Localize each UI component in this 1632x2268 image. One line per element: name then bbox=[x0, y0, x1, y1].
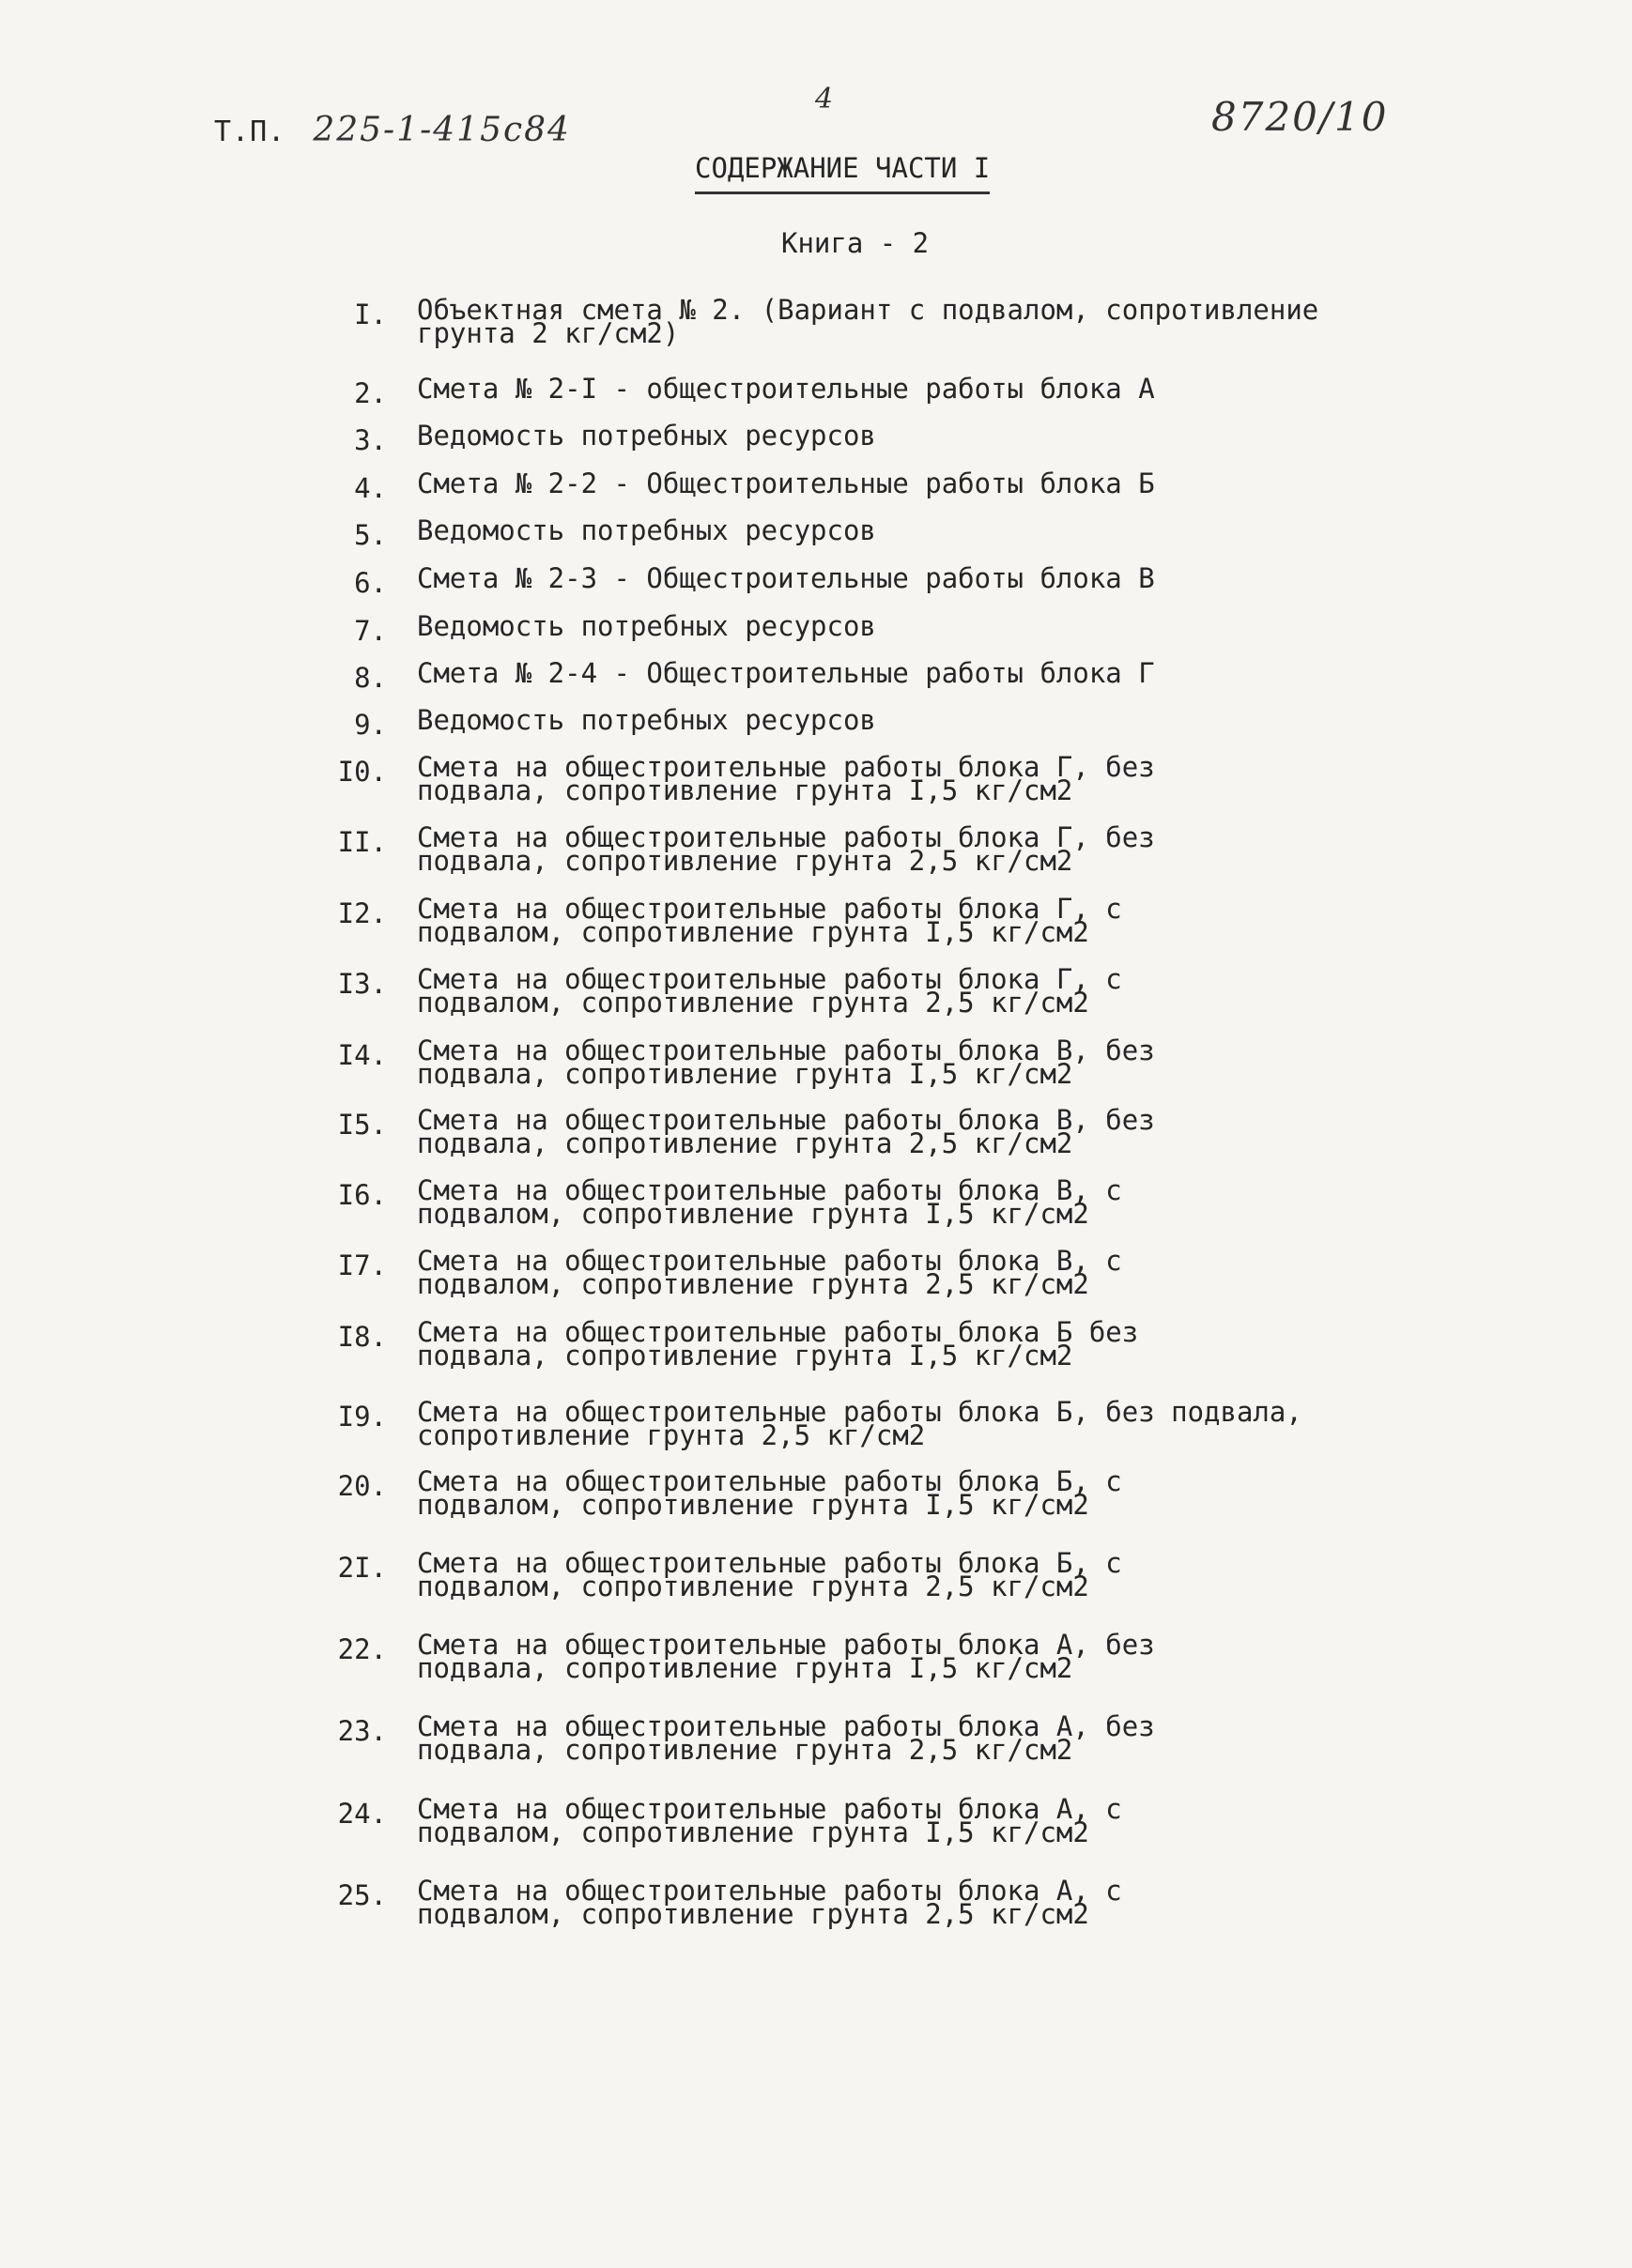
toc-item-text: Смета № 2-I - общестроительные работы блока А bbox=[417, 373, 1155, 405]
toc-item-number: I4. bbox=[337, 1039, 387, 1071]
toc-item-text: Смета на общестроительные работы блока А, с подвалом, сопротивление грунта I,5 кг/см2 bbox=[417, 1793, 1122, 1848]
toc-item-text: Смета № 2-3 - Общестроительные работы блока В bbox=[417, 562, 1155, 594]
toc-item-number: I5. bbox=[337, 1109, 387, 1141]
archive-number: 8720/10 bbox=[1211, 94, 1389, 140]
toc-item-number: II. bbox=[337, 826, 387, 858]
document-code bbox=[214, 111, 571, 149]
toc-item-text: Смета на общестроительные работы блока В, без подвала, сопротивление грунта 2,5 кг/см2 bbox=[417, 1104, 1155, 1159]
document-code-handwritten: 225-1-415с84 bbox=[313, 111, 571, 149]
toc-item-number: 2. bbox=[354, 377, 387, 409]
toc-item-text: Ведомость потребных ресурсов bbox=[417, 514, 876, 546]
toc-item-text: Смета № 2-4 - Общестроительные работы блока Г bbox=[417, 657, 1155, 689]
toc-item-number: 24. bbox=[337, 1798, 387, 1830]
toc-item-text: Смета на общестроительные работы блока В, с подвалом, сопротивление грунта I,5 кг/см2 bbox=[417, 1174, 1122, 1230]
toc-item-text: Смета на общестроительные работы блока Б, с подвалом, сопротивление грунта 2,5 кг/см2 bbox=[417, 1547, 1122, 1602]
toc-item-text: Смета на общестроительные работы блока А, без подвала, сопротивление грунта 2,5 кг/см2 bbox=[417, 1710, 1155, 1766]
toc-item-number: 8. bbox=[354, 662, 387, 694]
toc-item-text: Смета № 2-2 - Общестроительные работы блока Б bbox=[417, 467, 1155, 499]
toc-item-text: Объектная смета № 2. (Вариант с подвалом, сопротивление грунта 2 кг/см2) bbox=[417, 294, 1319, 349]
toc-item-text: Смета на общестроительные работы блока А, без подвала, сопротивление грунта I,5 кг/см2 bbox=[417, 1629, 1155, 1684]
document-code-prefix: Т.П. bbox=[214, 115, 286, 148]
toc-item-number: I0. bbox=[337, 756, 387, 788]
toc-item-number: I2. bbox=[337, 897, 387, 929]
toc-item-number: 3. bbox=[354, 424, 387, 456]
toc-item-text: Смета на общестроительные работы блока Г, без подвала, сопротивление грунта 2,5 кг/см2 bbox=[417, 821, 1155, 877]
toc-item-text: Смета на общестроительные работы блока Г, с подвалом, сопротивление грунта 2,5 кг/см2 bbox=[417, 963, 1122, 1019]
toc-item-text: Ведомость потребных ресурсов bbox=[417, 704, 876, 736]
toc-item-text: Смета на общестроительные работы блока Б без подвала, сопротивление грунта I,5 кг/см2 bbox=[417, 1316, 1139, 1372]
toc-item-number: I3. bbox=[337, 968, 387, 1000]
toc-item-number: 5. bbox=[354, 519, 387, 551]
toc-item-text: Смета на общестроительные работы блока А, с подвалом, сопротивление грунта 2,5 кг/см2 bbox=[417, 1875, 1122, 1930]
toc-item-text: Смета на общестроительные работы блока Б, без подвала, сопротивление грунта 2,5 кг/см2 bbox=[417, 1396, 1302, 1451]
toc-item-text: Смета на общестроительные работы блока Б, с подвалом, сопротивление грунта I,5 кг/см2 bbox=[417, 1465, 1122, 1521]
toc-item-number: 22. bbox=[337, 1633, 387, 1665]
toc-item-number: 2I. bbox=[337, 1552, 387, 1584]
toc-item-number: 6. bbox=[354, 567, 387, 599]
toc-item-number: 9. bbox=[354, 709, 387, 741]
toc-item-text: Смета на общестроительные работы блока Г, с подвалом, сопротивление грунта I,5 кг/см2 bbox=[417, 893, 1122, 948]
toc-item-text: Смета на общестроительные работы блока В, с подвалом, сопротивление грунта 2,5 кг/см2 bbox=[417, 1245, 1122, 1300]
toc-item-number: I7. bbox=[337, 1249, 387, 1281]
toc-item-text: Смета на общестроительные работы блока В, без подвала, сопротивление грунта I,5 кг/см2 bbox=[417, 1034, 1155, 1090]
toc-item-text: Ведомость потребных ресурсов bbox=[417, 610, 876, 642]
page-title: СОДЕРЖАНИЕ ЧАСТИ I bbox=[695, 152, 990, 194]
toc-item-number: 4. bbox=[354, 472, 387, 504]
page-subtitle: Книга - 2 bbox=[781, 227, 930, 259]
toc-item-number: 25. bbox=[337, 1879, 387, 1911]
toc-item-number: 23. bbox=[337, 1715, 387, 1747]
toc-item-number: I8. bbox=[337, 1321, 387, 1353]
toc-item-number: I6. bbox=[337, 1179, 387, 1211]
toc-item-number: I. bbox=[354, 299, 387, 330]
toc-item-text: Ведомость потребных ресурсов bbox=[417, 420, 876, 452]
toc-item-number: I9. bbox=[337, 1401, 387, 1433]
toc-item-number: 7. bbox=[354, 615, 387, 647]
toc-item-text: Смета на общестроительные работы блока Г, без подвала, сопротивление грунта I,5 кг/см2 bbox=[417, 751, 1155, 806]
toc-item-number: 20. bbox=[337, 1470, 387, 1502]
page-number: 4 bbox=[815, 83, 834, 115]
